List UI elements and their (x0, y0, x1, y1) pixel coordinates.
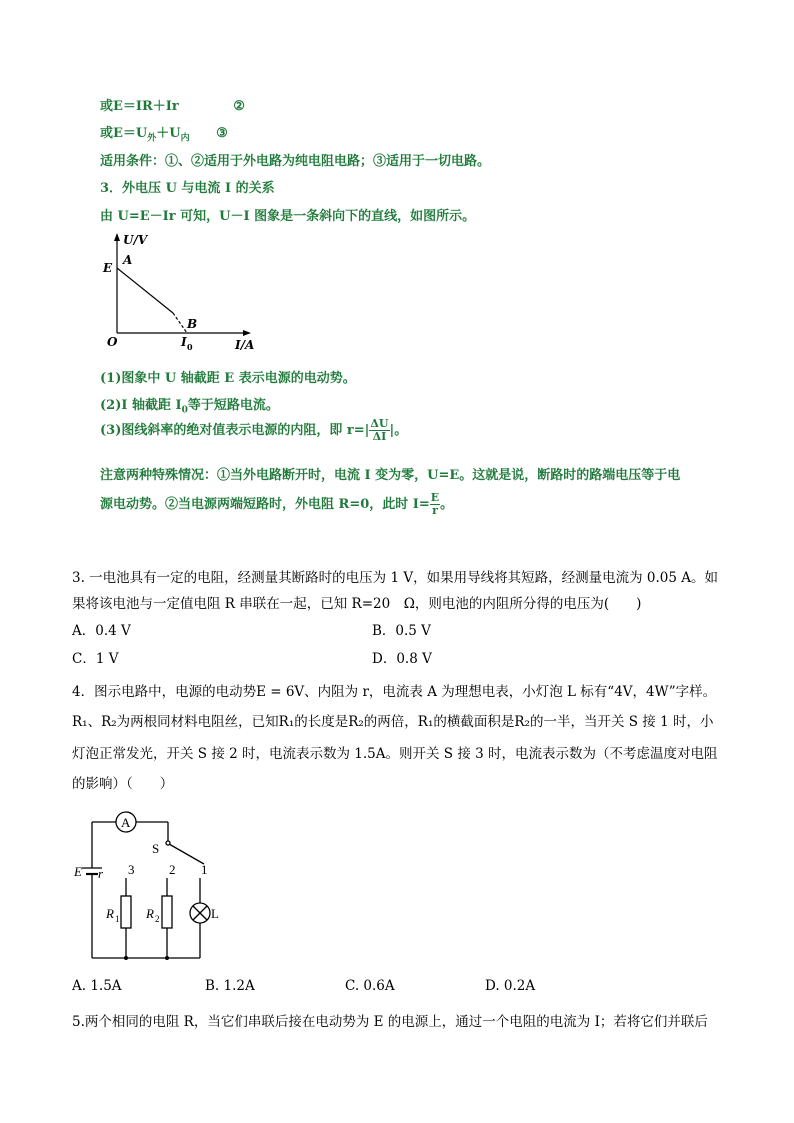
terminal-2-label: 2 (169, 862, 176, 877)
q3-text-1: 3. 一电池具有一定的电阻，经测量其断路时的电压为 1 V，如果用导线将其短路，经测量电流为 0.05 A。如 (72, 570, 718, 586)
x-axis-label: I/A (235, 338, 255, 352)
r1-label: R (106, 906, 114, 921)
q3-text-2: 果将该电池与一定值电阻 R 串联在一起，已知 R=20 Ω，则电池的内阻所分得的电压为( ) (72, 596, 642, 612)
q5-text-1: 5.两个相同的电阻 R，当它们串联后接在电动势为 E 的电源上，通过一个电阻的电流为 I；若将它们并联后 (72, 1014, 708, 1030)
x-axis-arrow (243, 330, 251, 336)
lamp-label: L (211, 906, 219, 921)
special-case-line-2: 源电动势。②当电源两端短路时，外电阻 R=0，此时 I= $\frac{E}{r}$ 。 (100, 491, 454, 517)
point-b-label: B (187, 317, 198, 331)
section-heading: 3．外电压 U 与电流 I 的关系 (100, 181, 275, 196)
graph-description: 由 U=E－Ir 可知，U－I 图象是一条斜向下的直线，如图所示。 (100, 209, 476, 224)
q4-text-3: 灯泡正常发光，开关 S 接 2 时，电流表示数为 1.5A。则开关 S 接 3 时，电流表示数为（不考虑温度对电阻 (72, 746, 718, 762)
q4-option-b: B. 1.2A (205, 978, 255, 994)
note-1: (1)图象中 U 轴截距 E 表示电源的电动势。 (100, 371, 356, 386)
r2-subscript: 2 (155, 914, 160, 924)
u-i-graph (95, 228, 265, 358)
r2-label: R (146, 906, 154, 921)
r1-resistor (121, 896, 131, 928)
switch-blade (169, 844, 204, 864)
internal-r-label: r (98, 866, 104, 881)
junction-dot (165, 956, 169, 960)
formula-line-3: 或$E=U_外+U_内$ ③ (100, 126, 228, 144)
q4-option-c: C. 0.6A (345, 978, 395, 994)
q4-text-1: 4．图示电路中，电源的电动势E = 6V、内阻为 r，电流表 A 为理想电表，小灯泡 L 标有“4V，4W”字样。 (72, 684, 717, 700)
i0-subscript: 0 (187, 342, 193, 352)
q4-option-a: A. 1.5A (72, 978, 122, 994)
switch-label: S (152, 841, 160, 856)
graph-line (117, 268, 173, 313)
point-e-label: E (103, 261, 113, 275)
circuit-diagram (70, 808, 240, 968)
formula-line-2: 或E＝IR＋Ir ② (100, 99, 245, 114)
q4-option-d: D. 0.2A (485, 978, 536, 994)
junction-dot (124, 956, 128, 960)
q4-text-2: R₁、R₂为两根同材料电阻丝，已知R₁的长度是R₂的两倍，R₁的横截面积是R₂的一半，当开关 S 接 1 时，小 (72, 714, 714, 730)
r2-resistor (162, 896, 172, 928)
special-case-line-1: 注意两种特殊情况：①当外电路断开时，电流 I 变为零，U=E。这就是说，断路时的路端电压等于电 (100, 468, 681, 483)
r1-subscript: 1 (115, 914, 120, 924)
graph-line-dashed (173, 313, 187, 333)
emf-label: E (74, 864, 82, 879)
q3-option-c: C．1 V (72, 651, 119, 667)
applicability-text: 适用条件：①、②适用于外电路为纯电阻电路；③适用于一切电路。 (100, 154, 491, 169)
terminal-1-label: 1 (201, 862, 208, 877)
q3-option-a: A．0.4 V (72, 623, 131, 639)
ammeter-label: A (121, 815, 131, 830)
q4-text-4: 的影响）（ ） (72, 776, 174, 792)
i0-label: I (181, 335, 187, 349)
y-axis-label: U/V (123, 233, 148, 247)
note-2: (2)I 轴截距 $I_0$等于短路电流。 (100, 398, 279, 416)
note-3: (3)图线斜率的绝对值表示电源的内阻，即 r=| $\frac{\Delta U}{\Delta I}$ |。 (100, 417, 408, 443)
q3-option-d: D．0.8 V (372, 651, 432, 667)
point-a-label: A (123, 253, 133, 267)
q3-option-b: B．0.5 V (372, 623, 431, 639)
origin-label: O (107, 335, 118, 349)
y-axis-arrow (114, 233, 120, 241)
terminal-3-label: 3 (128, 862, 135, 877)
